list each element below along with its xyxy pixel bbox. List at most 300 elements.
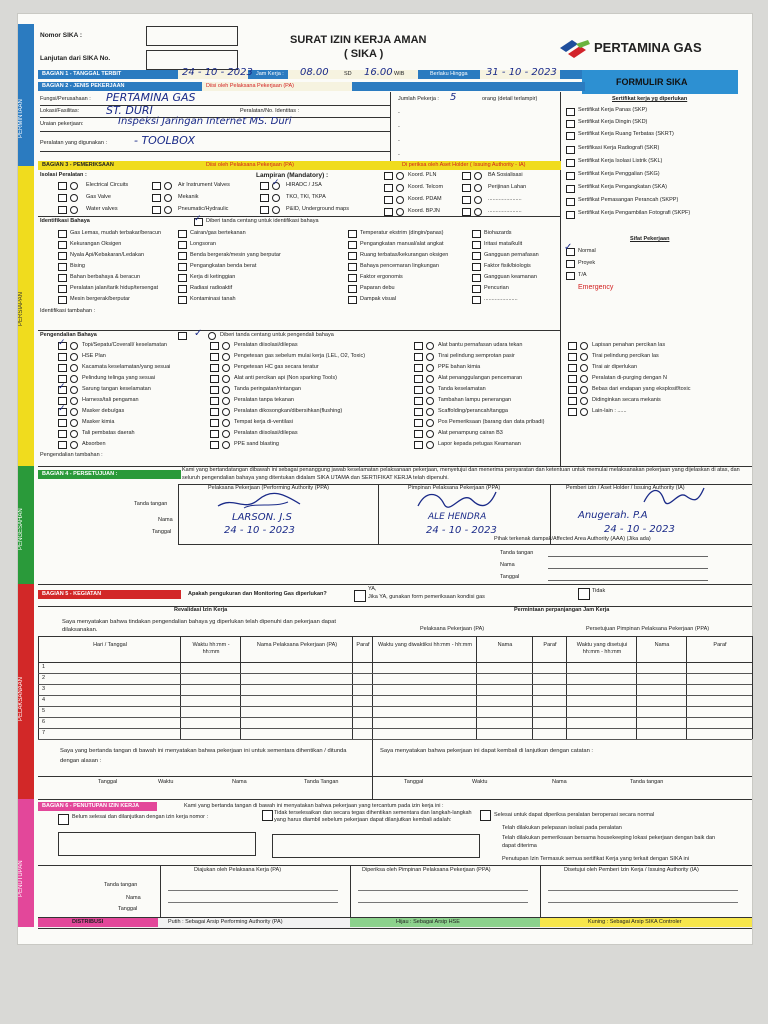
isolasi-cb-5[interactable] xyxy=(152,206,161,214)
b5-col-line-6 xyxy=(532,636,533,739)
b6-line-d xyxy=(168,902,338,903)
pengendalian-checkbox-2-0[interactable] xyxy=(414,342,423,350)
pengendalian-radio-1-4[interactable] xyxy=(222,386,230,394)
b4-bottom-line xyxy=(38,584,752,585)
bahaya-checkbox-0-1[interactable] xyxy=(58,241,67,249)
jam-end-value[interactable]: 16.00 xyxy=(364,67,393,78)
pengendalian-item-1-3: Alat anti percikan api (Non sparking Tools) xyxy=(234,375,337,381)
bahaya-checkbox-1-3[interactable] xyxy=(178,263,187,271)
sertifikat-checkbox-6[interactable] xyxy=(566,185,575,193)
pengendalian-checkbox-0-8[interactable] xyxy=(58,430,67,438)
b5-header-2: Nama Pelaksana Pekerjaan (PA) xyxy=(256,642,338,648)
bahaya-checkbox-3-0[interactable] xyxy=(472,230,481,238)
b5-footer-col-7: Tanda tangan xyxy=(630,779,664,785)
bahaya-checkbox-0-4[interactable] xyxy=(58,274,67,282)
sertifikat-title: Sertifikat kerja yg diperlukan xyxy=(612,96,688,102)
pengendalian-radio-1-3[interactable] xyxy=(222,375,230,383)
pengendalian-item-1-0: Peralatan diisolasi/dilepas xyxy=(234,342,298,348)
pengendalian-radio-1-0[interactable] xyxy=(222,342,230,350)
pengendalian-radio-1-1[interactable] xyxy=(222,353,230,361)
bahaya-checkbox-1-5[interactable] xyxy=(178,285,187,293)
ia-name[interactable]: Anugerah. P.A xyxy=(578,510,648,521)
langkah-field[interactable] xyxy=(272,834,480,858)
bahaya-item-1-3: Pengangkatan benda berat xyxy=(190,263,257,269)
pengendalian-item-3-6: Lain-lain : ...... xyxy=(592,408,627,414)
pengendalian-checkbox-3-1[interactable] xyxy=(568,353,577,361)
pengendalian-checkbox-2-1[interactable] xyxy=(414,353,423,361)
b4-col-header-1: Pimpinan Pelaksana Pekerjaan (PPA) xyxy=(408,485,501,491)
tanggal-terbit-value[interactable]: 24 - 10 - 2023 xyxy=(182,67,253,78)
b5-footer-col-2: Nama xyxy=(232,779,247,785)
pengendalian-checkbox-0-2[interactable] xyxy=(58,364,67,372)
pengendalian-checkbox-2-7[interactable] xyxy=(414,419,423,427)
pengendalian-checkbox-3-6[interactable] xyxy=(568,408,577,416)
bahaya-checkbox-3-2[interactable] xyxy=(472,252,481,260)
koord-radio-1[interactable] xyxy=(396,184,404,192)
pa-signature xyxy=(214,492,304,514)
bahaya-item-1-6: Kontaminasi tanah xyxy=(190,296,236,302)
isolasi-cb-3[interactable] xyxy=(152,182,161,190)
koord2-item-0: BA Sosialisasi xyxy=(488,172,523,178)
bagian5-question: Apakah pengukuran dan Monitoring Gas diperlukan? xyxy=(188,591,327,597)
bahaya-item-1-4: Kerja di ketinggian xyxy=(190,274,236,280)
isolasi-radio-0[interactable] xyxy=(70,182,78,190)
selesai-bullet-2: Penutupan Izin Termasuk semua sertifikat Kerja yang terkait dengan SIKA ini xyxy=(502,856,690,862)
pengendalian-radio-2-9[interactable] xyxy=(426,441,434,449)
b6-v-0 xyxy=(160,865,161,917)
sifat-title: Sifat Pekerjaan xyxy=(630,236,670,242)
bahaya-checkbox-2-1[interactable] xyxy=(348,241,357,249)
lokasi-label: Lokasi/Fasilitas: xyxy=(40,108,80,114)
koord-cb-1[interactable] xyxy=(384,184,393,192)
pengendalian-item-1-7: Tempat kerja di-ventilasi xyxy=(234,419,293,425)
isolasi-radio-4[interactable] xyxy=(164,194,172,202)
pengendalian-checkbox-1-6[interactable] xyxy=(210,408,219,416)
pa-date[interactable]: 24 - 10 - 2023 xyxy=(224,525,295,536)
sertifikat-checkbox-0[interactable] xyxy=(566,108,575,116)
b5-row-number-4: 5 xyxy=(42,708,46,714)
b5-row-number-0: 1 xyxy=(42,664,46,670)
bahaya-checkbox-1-1[interactable] xyxy=(178,241,187,249)
koord2-radio-2[interactable] xyxy=(474,196,482,204)
bahaya-item-2-1: Pengangkatan manual/alat angkat xyxy=(360,241,444,247)
side-label-pelaksanaan: PELAKSANAAN xyxy=(18,676,24,722)
identifikasi-top-line xyxy=(38,216,560,217)
b5-col-line-1 xyxy=(180,636,181,739)
lokasi-value[interactable]: ST. DURI xyxy=(106,104,153,117)
nomor-sika-field[interactable] xyxy=(146,26,238,46)
sifat-item-proyek: Proyek xyxy=(578,260,596,266)
b5-hline-0 xyxy=(38,606,752,607)
sifat-item-emergency: Emergency xyxy=(578,284,614,291)
bahaya-item-0-5: Peralatan jalan/tarik hidup/tersengat xyxy=(70,285,159,291)
sertifikat-item-8: Sertifikat Kerja Pengambilan Fotografi (SKPF) xyxy=(578,210,691,216)
b5-row-line-3 xyxy=(38,706,752,707)
pengendalian-checkbox-2-9[interactable] xyxy=(414,441,423,449)
fungsi-label: Fungsi/Perusahaan : xyxy=(40,96,91,102)
peralatan-no-label: Peralatan/No. Identitas : xyxy=(240,108,300,114)
bahaya-checkbox-3-6[interactable] xyxy=(472,296,481,304)
identifikasi-note-check-icon: ✓ xyxy=(194,213,202,223)
b5-header-6: Paraf xyxy=(543,642,557,648)
b5-footer-top xyxy=(38,776,752,777)
koord2-cb-3[interactable] xyxy=(462,208,471,216)
bahaya-item-3-1: Iritasi mata/kulit xyxy=(484,241,523,247)
sertifikat-checkbox-7[interactable] xyxy=(566,198,575,206)
b4-v-0 xyxy=(178,484,179,544)
bahaya-item-0-4: Bahan berbahaya & beracun xyxy=(70,274,141,280)
pengendalian-note-radio[interactable] xyxy=(208,332,216,340)
ia-date[interactable]: 24 - 10 - 2023 xyxy=(604,524,675,535)
bahaya-checkbox-2-5[interactable] xyxy=(348,285,357,293)
koord2-radio-0[interactable] xyxy=(474,172,482,180)
b4-col-header-2: Pemberi izin / Aset Holder / Issuing Authority (IA) xyxy=(566,485,685,491)
b6-line-e xyxy=(358,902,528,903)
pengendalian-radio-2-5[interactable] xyxy=(426,397,434,405)
pengendalian-checkbox-3-0[interactable] xyxy=(568,342,577,350)
pengendalian-radio-0-7[interactable] xyxy=(70,419,78,427)
lampiran-cb-2[interactable] xyxy=(260,206,269,214)
pa-name[interactable]: LARSON. J.S xyxy=(232,512,292,523)
b6-line-f xyxy=(548,902,738,903)
bahaya-checkbox-2-3[interactable] xyxy=(348,263,357,271)
koord-radio-3[interactable] xyxy=(396,208,404,216)
bahaya-item-0-2: Nyala Api/Kebakaran/Ledakan xyxy=(70,252,144,258)
pengendalian-item-1-2: Pengetesan HC gas secara teratur xyxy=(234,364,319,370)
b5-footer-col-5: Waktu xyxy=(472,779,488,785)
pengendalian-item-0-9: Absorben xyxy=(82,441,106,447)
b6-col-header-0: Diajukan oleh Pelaksana Kerja (PA) xyxy=(194,867,282,873)
bagian5-label: BAGIAN 5 - KEGIATAN xyxy=(42,591,102,597)
stop-statement: Saya yang bertanda tangan di bawah ini menyatakan bahwa pekerjaan ini untuk sementara dihentikan / ditunda dengan alasan : xyxy=(60,748,347,764)
uraian-value[interactable]: Inspeksi Jaringan Internet MS. Duri xyxy=(118,116,292,127)
isolasi-radio-1[interactable] xyxy=(70,194,78,202)
b6-line-c xyxy=(548,890,738,891)
pengendalian-radio-2-6[interactable] xyxy=(426,408,434,416)
pengendalian-checkbox-1-7[interactable] xyxy=(210,419,219,427)
b5-col-line-3 xyxy=(352,636,353,739)
koord-radio-0[interactable] xyxy=(396,172,404,180)
isolasi-cb-2[interactable] xyxy=(58,206,67,214)
isolasi-item-5: Pneumatic/Hydraulic xyxy=(178,206,229,212)
bahaya-checkbox-0-2[interactable] xyxy=(58,252,67,260)
pengendalian-checkbox-2-8[interactable] xyxy=(414,430,423,438)
koord2-radio-1[interactable] xyxy=(474,184,482,192)
pengendalian-radio-0-2[interactable] xyxy=(70,364,78,372)
b4-row-label-1: Nama xyxy=(158,517,173,523)
bahaya-checkbox-0-5[interactable] xyxy=(58,285,67,293)
sika-form-page xyxy=(18,14,752,944)
bagian2-label: BAGIAN 2 - JENIS PEKERJAAN xyxy=(42,83,125,89)
bagian6-statement: Kami yang bertanda tangan di bawah ini menyatakan bahwa pekerjaan yang tercantum pada izin kerja ini : xyxy=(184,803,444,809)
b5-header-4: Waktu yang diwaktiksi hh:mm - hh:mm xyxy=(378,642,472,648)
pengendalian-radio-3-4[interactable] xyxy=(580,386,588,394)
b5-col-line-5 xyxy=(476,636,477,739)
pengendalian-checkbox-3-5[interactable] xyxy=(568,397,577,405)
pengendalian-item-1-8: Peralatan diisolasi/dilepas xyxy=(234,430,298,436)
pengendalian-checkbox-3-4[interactable] xyxy=(568,386,577,394)
pengendalian-item-0-7: Masker kimia xyxy=(82,419,115,425)
bahaya-checkbox-1-0[interactable] xyxy=(178,230,187,238)
pengendalian-radio-1-5[interactable] xyxy=(222,397,230,405)
b5-row-number-1: 2 xyxy=(42,675,46,681)
pengendalian-checkbox-1-4[interactable] xyxy=(210,386,219,394)
ppa-name[interactable]: ALE HENDRA xyxy=(428,512,487,522)
sertifikat-checkbox-3[interactable] xyxy=(566,146,575,154)
berlaku-value[interactable]: 31 - 10 - 2023 xyxy=(486,67,557,78)
bahaya-item-0-1: Kekurangan Oksigen xyxy=(70,241,122,247)
pengendalian-item-0-2: Kacamata keselamatan/yang sesuai xyxy=(82,364,171,370)
identifikasi-tambahan: Identifikasi tambahan : xyxy=(40,308,96,314)
pengendalian-checkbox-1-1[interactable] xyxy=(210,353,219,361)
pengendalian-radio-0-0[interactable] xyxy=(70,342,78,350)
jam-start-value[interactable]: 08.00 xyxy=(300,67,329,78)
pengendalian-radio-2-8[interactable] xyxy=(426,430,434,438)
bullet-4: - xyxy=(398,152,400,158)
pengendalian-checkbox-1-5[interactable] xyxy=(210,397,219,405)
sifat-checkbox-proyek[interactable] xyxy=(566,260,575,268)
pengendalian-radio-3-0[interactable] xyxy=(580,342,588,350)
pengendalian-radio-3-2[interactable] xyxy=(580,364,588,372)
koord2-cb-1[interactable] xyxy=(462,184,471,192)
b5-row-line-4 xyxy=(38,717,752,718)
pengendalian-checkbox-1-0[interactable] xyxy=(210,342,219,350)
pengendalian-checkbox-2-5[interactable] xyxy=(414,397,423,405)
isolasi-item-3: Air Instrument Valves xyxy=(178,182,230,188)
sifat-checkbox-ta[interactable] xyxy=(566,272,575,280)
koord2-cb-0[interactable] xyxy=(462,172,471,180)
resume-statement: Saya menyatakan bahwa pekerjaan ini dapat kembali di lanjutkan dengan catatan : xyxy=(380,748,594,754)
b4-row-label-2: Tanggal xyxy=(152,529,172,535)
revalidasi-title: Revalidasi Izin Kerja xyxy=(174,607,228,613)
bahaya-checkbox-3-3[interactable] xyxy=(472,263,481,271)
pengendalian-radio-0-9[interactable] xyxy=(70,441,78,449)
b4-v-1 xyxy=(378,484,379,544)
lampiran-cb-0[interactable] xyxy=(260,182,269,190)
pengendalian-radio-2-3[interactable] xyxy=(426,375,434,383)
pengendalian-note-cb[interactable] xyxy=(178,332,187,340)
ident-tambahan-line xyxy=(38,330,560,331)
pengendalian-radio-0-5[interactable] xyxy=(70,397,78,405)
pengendalian-item-3-0: Lapisan penahan percikan las xyxy=(592,342,666,348)
izin-nomor-field[interactable] xyxy=(58,832,256,856)
bahaya-checkbox-2-2[interactable] xyxy=(348,252,357,260)
bahaya-item-3-0: Biohazards xyxy=(484,230,512,236)
pengendalian-checkbox-1-2[interactable] xyxy=(210,364,219,372)
pengendalian-checkbox-2-2[interactable] xyxy=(414,364,423,372)
fungsi-value[interactable]: PERTAMINA GAS xyxy=(106,91,196,104)
bahaya-item-1-5: Radiasi radioaktif xyxy=(190,285,233,291)
lampiran-radio-1[interactable] xyxy=(272,194,280,202)
pengendalian-item-2-0: Alat bantu pernafasan udara tekan xyxy=(438,342,523,348)
selesai-checkbox[interactable] xyxy=(480,810,491,821)
b5-col-line-8 xyxy=(636,636,637,739)
koord-radio-2[interactable] xyxy=(396,196,404,204)
orang-label: orang (detail terlampir) xyxy=(482,96,538,102)
b4-hline-2 xyxy=(178,544,752,545)
bagian3-diisi: Diisi oleh Pelaksana Pekerjaan (PA) xyxy=(206,162,294,168)
pengendalian-checkbox-1-3[interactable] xyxy=(210,375,219,383)
pengendalian-checkbox-3-2[interactable] xyxy=(568,364,577,372)
pengendalian-item-3-2: Tirai air diperlukan xyxy=(592,364,638,370)
jumlah-label: Jumlah Pekerja : xyxy=(398,96,439,102)
isolasi-radio-2[interactable] xyxy=(70,206,78,214)
pengendalian-radio-1-9[interactable] xyxy=(222,441,230,449)
b6-row-label-1: Nama xyxy=(126,895,141,901)
bahaya-item-3-2: Gangguan pernafasan xyxy=(484,252,539,258)
pengendalian-checkbox-0-9[interactable] xyxy=(58,441,67,449)
isolasi-radio-5[interactable] xyxy=(164,206,172,214)
belum-checkbox[interactable] xyxy=(58,814,69,825)
sifat-item-ta: T/A xyxy=(578,272,587,278)
koord-item-1: Koord. Telcom xyxy=(408,184,444,190)
bagian3-diperiksa: Di periksa oleh Aset Holder ( Issuing Authority - IA) xyxy=(402,162,526,168)
jumlah-value[interactable]: 5 xyxy=(450,92,457,103)
b5-header-0: Hari / Tanggal xyxy=(93,642,127,648)
b5-col-line-7 xyxy=(566,636,567,739)
peralatan-label: Peralatan yang digunakan : xyxy=(40,140,107,146)
pengendalian-checkbox-0-7[interactable] xyxy=(58,419,67,427)
tidak-checkbox[interactable] xyxy=(578,588,590,600)
koord2-cb-2[interactable] xyxy=(462,196,471,204)
pengendalian-radio-2-7[interactable] xyxy=(426,419,434,427)
koord-cb-3[interactable] xyxy=(384,208,393,216)
pengendalian-item-2-2: PPE bahan kimia xyxy=(438,364,481,370)
right-col-divider xyxy=(560,92,561,466)
pengendalian-radio-0-6[interactable] xyxy=(70,408,78,416)
pengendalian-radio-0-8[interactable] xyxy=(70,430,78,438)
pengendalian-checkbox-3-3[interactable] xyxy=(568,375,577,383)
koord-cb-2[interactable] xyxy=(384,196,393,204)
pengendalian-title: Pengendalian Bahaya xyxy=(40,332,97,338)
aaa-line-2 xyxy=(548,580,708,581)
pengendalian-checkbox-1-9[interactable] xyxy=(210,441,219,449)
pengendalian-checkbox-1-8[interactable] xyxy=(210,430,219,438)
isolasi-item-2: Water valves xyxy=(86,206,118,212)
pengendalian-item-3-5: Didinginkan secara mekanis xyxy=(592,397,661,403)
bahaya-checkbox-1-2[interactable] xyxy=(178,252,187,260)
pengendalian-radio-3-3[interactable] xyxy=(580,375,588,383)
pengendalian-radio-0-4[interactable] xyxy=(70,386,78,394)
b5-col-line-0 xyxy=(38,636,39,739)
sertifikat-checkbox-4[interactable] xyxy=(566,159,575,167)
b5-row-number-3: 4 xyxy=(42,697,46,703)
fungsi-line xyxy=(40,105,390,106)
bahaya-item-2-6: Dampak visual xyxy=(360,296,397,302)
bahaya-checkbox-0-6[interactable] xyxy=(58,296,67,304)
sertifikat-item-7: Sertifikat Pemasangan Perancah (SKPP) xyxy=(578,197,679,203)
bahaya-item-3-6: ...................... xyxy=(484,296,518,302)
koord-cb-0[interactable] xyxy=(384,172,393,180)
sertifikat-item-3: Sertifikasi Kerja Radiografi (SKR) xyxy=(578,145,660,151)
lanjutan-label: Lanjutan dari SIKA No. xyxy=(40,55,111,62)
pengendalian-radio-2-2[interactable] xyxy=(426,364,434,372)
pengendalian-item-2-4: Tanda keselamatan xyxy=(438,386,486,392)
pengendalian-radio-3-6[interactable] xyxy=(580,408,588,416)
pengendalian-radio-2-4[interactable] xyxy=(426,386,434,394)
b5-row-line-2 xyxy=(38,695,752,696)
b5-row-number-2: 3 xyxy=(42,686,46,692)
peralatan-value[interactable]: - TOOLBOX xyxy=(134,134,196,147)
sd-label: SD xyxy=(344,71,352,77)
tidak-selesai-checkbox[interactable] xyxy=(262,810,273,821)
bahaya-checkbox-1-6[interactable] xyxy=(178,296,187,304)
form-subtitle: ( SIKA ) xyxy=(344,48,384,60)
aaa-row-2: Tanggal xyxy=(500,574,520,580)
b5-header-8: Nama xyxy=(654,642,670,648)
pengendalian-radio-2-1[interactable] xyxy=(426,353,434,361)
lampiran-cb-1[interactable] xyxy=(260,194,269,202)
bahaya-checkbox-3-5[interactable] xyxy=(472,285,481,293)
ya-checkbox[interactable] xyxy=(354,590,366,602)
pengendalian-checkbox-0-1[interactable] xyxy=(58,353,67,361)
pengendalian-radio-1-6[interactable] xyxy=(222,408,230,416)
ppa-signature xyxy=(410,486,500,512)
side-label-pengesahan: PENGESAHAN xyxy=(18,508,24,550)
isolasi-cb-1[interactable] xyxy=(58,194,67,202)
pengendalian-item-1-4: Tanda peringatan/rintangan xyxy=(234,386,301,392)
koord2-radio-3[interactable] xyxy=(474,208,482,216)
uraian-label: Uraian pekerjaan: xyxy=(40,121,84,127)
b6-row-label-0: Tanda tangan xyxy=(104,882,138,888)
belum-label: Belum selesai dan dilanjutkan dengan izin kerja nomor : xyxy=(72,814,209,820)
bahaya-checkbox-3-4[interactable] xyxy=(472,274,481,282)
pengendalian-radio-3-5[interactable] xyxy=(580,397,588,405)
b5-table-top xyxy=(38,636,752,637)
b5-row-line-1 xyxy=(38,684,752,685)
ppa-date[interactable]: 24 - 10 - 2023 xyxy=(426,525,497,536)
b5-col-line-9 xyxy=(686,636,687,739)
pengendalian-item-2-5: Tambahan lampu penerangan xyxy=(438,397,512,403)
bahaya-checkbox-1-4[interactable] xyxy=(178,274,187,282)
sertifikat-checkbox-2[interactable] xyxy=(566,132,575,140)
sertifikat-checkbox-8[interactable] xyxy=(566,211,575,219)
koord2-item-1: Perijinan Lahan xyxy=(488,184,527,190)
pengendalian-radio-0-3[interactable] xyxy=(70,375,78,383)
bahaya-checkbox-2-6[interactable] xyxy=(348,296,357,304)
pengendalian-radio-1-7[interactable] xyxy=(222,419,230,427)
bahaya-checkbox-2-0[interactable] xyxy=(348,230,357,238)
bahaya-item-1-1: Longsoran xyxy=(190,241,216,247)
pengendalian-check-0-6-icon: ✓ xyxy=(58,403,66,413)
isolasi-item-4: Mekanik xyxy=(178,194,199,200)
isolasi-cb-4[interactable] xyxy=(152,194,161,202)
bahaya-checkbox-0-3[interactable] xyxy=(58,263,67,271)
sertifikat-checkbox-5[interactable] xyxy=(566,172,575,180)
bahaya-checkbox-0-0[interactable] xyxy=(58,230,67,238)
distribusi-kuning: Kuning : Sebagai Arsip SIKA Controler xyxy=(588,919,682,925)
b5-header-3: Paraf xyxy=(356,642,370,648)
pengendalian-checkbox-2-3[interactable] xyxy=(414,375,423,383)
lampiran-radio-2[interactable] xyxy=(272,206,280,214)
bahaya-checkbox-3-1[interactable] xyxy=(472,241,481,249)
pengendalian-radio-1-2[interactable] xyxy=(222,364,230,372)
pengendalian-radio-2-0[interactable] xyxy=(426,342,434,350)
isolasi-cb-0[interactable] xyxy=(58,182,67,190)
bahaya-checkbox-2-4[interactable] xyxy=(348,274,357,282)
pengendalian-radio-0-1[interactable] xyxy=(70,353,78,361)
pengendalian-radio-3-1[interactable] xyxy=(580,353,588,361)
sertifikat-checkbox-1[interactable] xyxy=(566,120,575,128)
isolasi-radio-3[interactable] xyxy=(164,182,172,190)
pengendalian-checkbox-2-4[interactable] xyxy=(414,386,423,394)
pengendalian-radio-1-8[interactable] xyxy=(222,430,230,438)
pengendalian-checkbox-2-6[interactable] xyxy=(414,408,423,416)
b5-footer-col-0: Tanggal xyxy=(98,779,118,785)
b5-footer-col-1: Waktu xyxy=(158,779,174,785)
formulir-sika-title: FORMULIR SIKA xyxy=(616,77,688,87)
lampiran-item-0: HIRADC / JSA xyxy=(286,182,322,188)
